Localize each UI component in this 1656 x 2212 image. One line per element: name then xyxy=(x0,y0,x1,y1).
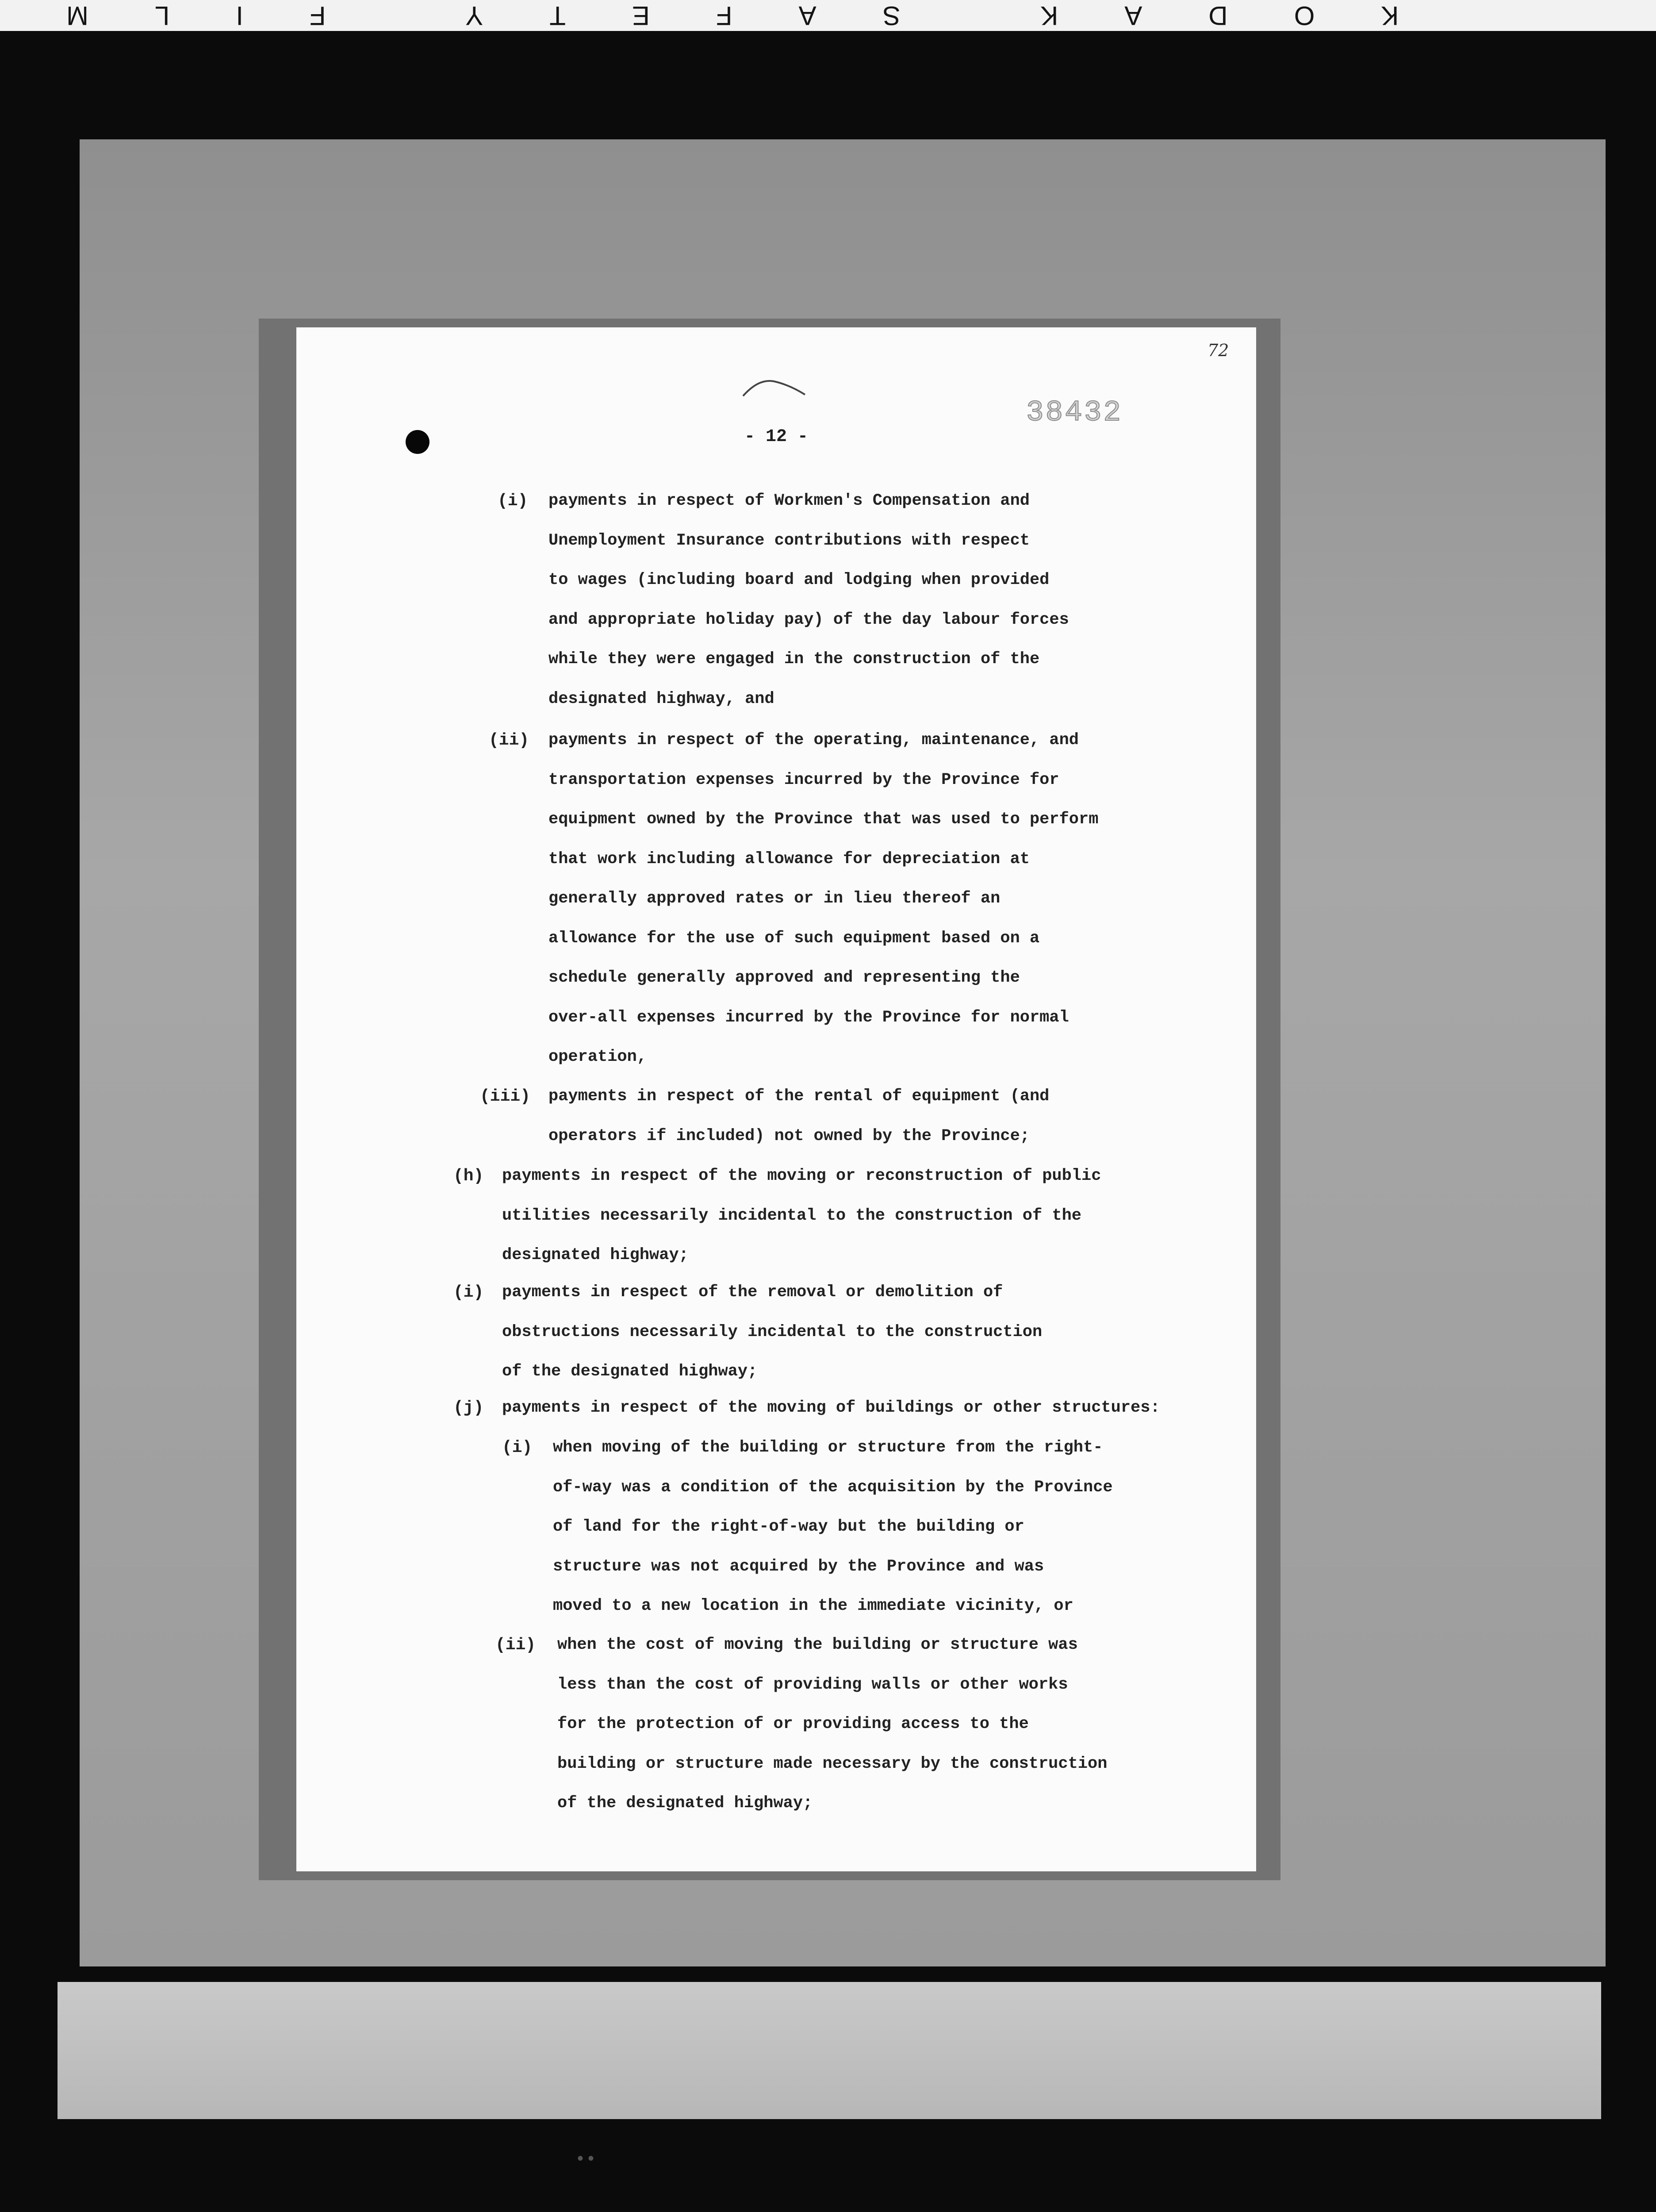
text-line: Unemployment Insurance contributions with respect xyxy=(548,531,1030,550)
text-line: allowance for the use of such equipment based on a xyxy=(548,929,1040,948)
text-line: designated highway, and xyxy=(548,689,774,708)
text-line: when moving of the building or structure from the right- xyxy=(553,1438,1103,1457)
item-label: (iii) xyxy=(480,1087,531,1106)
text-line: when the cost of moving the building or structure was xyxy=(557,1636,1078,1654)
text-line: schedule generally approved and representing the xyxy=(548,968,1020,987)
pen-mark-icon xyxy=(741,376,807,403)
text-line: payments in respect of the rental of equipment (and xyxy=(548,1087,1050,1106)
text-line: payments in respect of the operating, maintenance, and xyxy=(548,731,1079,749)
text-line: of the designated highway; xyxy=(502,1362,758,1381)
text-line: generally approved rates or in lieu thereof an xyxy=(548,889,1000,908)
text-line: building or structure made necessary by the construction xyxy=(557,1754,1108,1773)
item-label: (j) xyxy=(453,1398,484,1417)
text-line: while they were engaged in the construction of the xyxy=(548,650,1040,668)
text-line: payments in respect of the moving of buildings or other structures: xyxy=(502,1398,1160,1417)
text-line: of land for the right-of-way but the building or xyxy=(553,1517,1024,1536)
text-line: equipment owned by the Province that was used to perform xyxy=(548,810,1099,829)
text-line: of the designated highway; xyxy=(557,1794,813,1813)
item-label: (ii) xyxy=(495,1636,536,1655)
item-label: (i) xyxy=(502,1438,533,1457)
text-line: less than the cost of providing walls or other works xyxy=(557,1675,1068,1694)
document-page xyxy=(296,327,1256,1871)
stamp-number: 38432 xyxy=(1026,396,1123,429)
text-line: that work including allowance for depreciation at xyxy=(548,849,1030,868)
text-line: payments in respect of the removal or demolition of xyxy=(502,1283,1003,1302)
item-label: (h) xyxy=(453,1167,484,1186)
lower-board xyxy=(58,1982,1601,2119)
item-label: (ii) xyxy=(489,731,529,750)
text-line: for the protection of or providing access to the xyxy=(557,1715,1029,1733)
text-line: and appropriate holiday pay) of the day labour forces xyxy=(548,610,1069,629)
item-label: (i) xyxy=(453,1283,484,1302)
text-line: moved to a new location in the immediate vicinity, or xyxy=(553,1597,1073,1615)
film-edge-strip xyxy=(0,0,1656,31)
text-line: designated highway; xyxy=(502,1246,689,1264)
folio-number: 72 xyxy=(1208,341,1229,360)
text-line: payments in respect of the moving or reconstruction of public xyxy=(502,1167,1101,1185)
text-line: to wages (including board and lodging when provided xyxy=(548,571,1050,589)
text-line: utilities necessarily incidental to the construction of the xyxy=(502,1206,1082,1225)
page-number: - 12 - xyxy=(744,427,809,447)
text-line: over-all expenses incurred by the Province for normal xyxy=(548,1008,1069,1027)
text-line: obstructions necessarily incidental to the construction xyxy=(502,1322,1043,1341)
text-line: operation, xyxy=(548,1048,647,1066)
text-line: operators if included) not owned by the Province; xyxy=(548,1126,1030,1145)
bottom-smudge: •• xyxy=(575,2150,597,2170)
film-edge-text: KODAK SAFETY FILM xyxy=(0,1,1399,31)
text-line: of-way was a condition of the acquisition by the Province xyxy=(553,1478,1113,1497)
text-line: structure was not acquired by the Province and was xyxy=(553,1557,1044,1576)
text-line: payments in respect of Workmen's Compensation and xyxy=(548,492,1030,510)
item-label: (i) xyxy=(498,492,528,511)
text-line: transportation expenses incurred by the Province for xyxy=(548,770,1059,789)
